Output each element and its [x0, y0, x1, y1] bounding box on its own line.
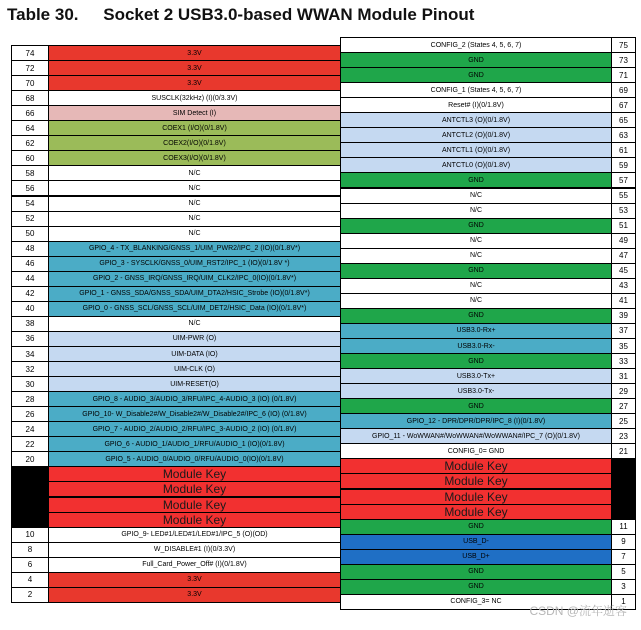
- pin-number: 53: [611, 203, 636, 219]
- pin-signal: GPIO_8 - AUDIO_3/AUDIO_3/RFU/IPC_4-AUDIO_3 (IO) (0/1.8V): [48, 391, 341, 407]
- pin-signal: N/C: [340, 293, 612, 309]
- pin-signal: COEX3(I/O)(0/1.8V): [48, 150, 341, 166]
- module-key-label: Module Key: [48, 481, 341, 497]
- pin-row: [341, 354, 636, 369]
- pin-row: [12, 332, 341, 347]
- pin-number: 71: [611, 67, 636, 83]
- pin-number: 50: [11, 226, 49, 242]
- pin-signal: GND: [340, 308, 612, 324]
- pin-signal: GND: [340, 218, 612, 234]
- pin-signal: CONFIG_2 (States 4, 5, 6, 7): [340, 37, 612, 53]
- pin-signal: COEX2(I/O)(0/1.8V): [48, 135, 341, 151]
- pin-signal: UIM-RESET(O): [48, 376, 341, 392]
- pin-number: 1: [611, 594, 636, 610]
- pin-row: [12, 302, 341, 317]
- pin-signal: N/C: [340, 248, 612, 264]
- pin-number: 4: [11, 572, 49, 588]
- pin-signal: USB3.0-Tx-: [340, 383, 612, 399]
- pin-number: 42: [11, 286, 49, 302]
- pin-row: [341, 53, 636, 68]
- pin-number: 7: [611, 549, 636, 565]
- pin-number: 35: [611, 338, 636, 354]
- pin-number: 39: [611, 308, 636, 324]
- pin-signal: N/C: [48, 316, 341, 332]
- pin-row: [12, 91, 341, 106]
- pin-row: [12, 437, 341, 452]
- pin-number: 29: [611, 383, 636, 399]
- pin-number: 60: [11, 150, 49, 166]
- pin-row: [12, 287, 341, 302]
- pin-signal: SUSCLK(32kHz) (I)(0/3.3V): [48, 90, 341, 106]
- pin-signal: CONFIG_0= GND: [340, 443, 612, 459]
- pin-number: 72: [11, 60, 49, 76]
- module-key-label: Module Key: [48, 466, 341, 482]
- module-key-label: Module Key: [340, 504, 612, 520]
- pin-row: [12, 197, 341, 212]
- pin-signal: GPIO_4 - TX_BLANKING/GNSS_1/UIM_PWR2/IPC_2 (IO)(0/1.8V*): [48, 241, 341, 257]
- pin-row: [341, 414, 636, 429]
- pin-number: 57: [611, 172, 636, 188]
- pin-signal: GPIO_9- LED#1/LED#1/LED#1/IPC_5 (O)(OD): [48, 527, 341, 543]
- pin-signal: USB_D+: [340, 549, 612, 565]
- pin-row: [341, 580, 636, 595]
- pin-signal: N/C: [340, 233, 612, 249]
- pin-signal: 3.3V: [48, 60, 341, 76]
- pin-number: 26: [11, 406, 49, 422]
- pin-number: 34: [11, 346, 49, 362]
- pin-number: 32: [11, 361, 49, 377]
- pin-signal: N/C: [48, 196, 341, 212]
- pin-signal: ANTCTL3 (O)(0/1.8V): [340, 112, 612, 128]
- pin-number: 44: [11, 271, 49, 287]
- pin-row: [12, 317, 341, 332]
- pin-signal: 3.3V: [48, 587, 341, 603]
- pin-row: [12, 543, 341, 558]
- pin-number: 23: [611, 428, 636, 444]
- pin-row: [12, 347, 341, 362]
- pin-number: 37: [611, 323, 636, 339]
- pin-row: [341, 399, 636, 414]
- pin-number: 75: [611, 37, 636, 53]
- pin-signal: USB3.0-Rx-: [340, 338, 612, 354]
- pin-signal: N/C: [340, 188, 612, 204]
- pin-number: 55: [611, 188, 636, 204]
- pin-number: 38: [11, 316, 49, 332]
- module-key-row: [341, 459, 636, 474]
- pin-row: [341, 444, 636, 459]
- pin-row: [341, 234, 636, 249]
- pin-signal: ANTCTL1 (O)(0/1.8V): [340, 142, 612, 158]
- pin-signal: UIM-PWR (O): [48, 331, 341, 347]
- pin-signal: GPIO_10- W_Disable2#/W_Disable2#/W_Disable2#/IPC_6 (IO) (0/1.8V): [48, 406, 341, 422]
- pin-row: [341, 384, 636, 399]
- pin-row: [341, 264, 636, 279]
- pin-row: [12, 588, 341, 603]
- pin-row: [12, 106, 341, 121]
- pin-row: [341, 98, 636, 113]
- pin-signal: USB3.0-Tx+: [340, 368, 612, 384]
- pin-signal: GPIO_7 - AUDIO_2/AUDIO_2/RFU/IPC_3-AUDIO_2 (IO) (0/1.8V): [48, 421, 341, 437]
- pin-row: [341, 219, 636, 234]
- pin-number: 49: [611, 233, 636, 249]
- module-key-row: [12, 513, 341, 528]
- pin-signal: N/C: [340, 203, 612, 219]
- pin-row: [341, 83, 636, 98]
- pin-row: [341, 158, 636, 173]
- module-key-label: Module Key: [340, 458, 612, 474]
- pin-row: [12, 272, 341, 287]
- pin-row: [12, 377, 341, 392]
- pin-number: 24: [11, 421, 49, 437]
- pin-number: 63: [611, 127, 636, 143]
- pin-signal: GND: [340, 172, 612, 188]
- pin-row: [341, 189, 636, 204]
- pin-number: 66: [11, 105, 49, 121]
- pin-signal: COEX1 (I/O)(0/1.8V): [48, 120, 341, 136]
- module-key-row: [341, 490, 636, 505]
- pin-number: [611, 458, 636, 474]
- pin-signal: CONFIG_1 (States 4, 5, 6, 7): [340, 82, 612, 98]
- pin-number: 59: [611, 157, 636, 173]
- pin-row: [12, 452, 341, 467]
- pinout-table: [12, 40, 636, 606]
- pin-number: [611, 473, 636, 489]
- pin-number: 58: [11, 165, 49, 181]
- module-key-row: [12, 482, 341, 497]
- pin-row: [12, 558, 341, 573]
- pin-number: 73: [611, 52, 636, 68]
- table-number: Table 30.: [7, 5, 79, 24]
- pin-row: [341, 339, 636, 354]
- pin-signal: N/C: [48, 180, 341, 196]
- pin-signal: GND: [340, 67, 612, 83]
- pin-row: [12, 528, 341, 543]
- pin-signal: GPIO_0 - GNSS_SCL/GNSS_SCL/UIM_DET2/HSIC_Data (IO)(0/1.8V*): [48, 301, 341, 317]
- pin-row: [12, 422, 341, 437]
- pin-number: [11, 512, 49, 528]
- module-key-row: [12, 498, 341, 513]
- pin-row: [341, 38, 636, 53]
- pin-number: 54: [11, 196, 49, 212]
- pin-number: 64: [11, 120, 49, 136]
- pin-row: [341, 143, 636, 158]
- pin-number: 31: [611, 368, 636, 384]
- pin-number: 10: [11, 527, 49, 543]
- pin-number: 62: [11, 135, 49, 151]
- pin-signal: USB3.0-Rx+: [340, 323, 612, 339]
- pin-number: [11, 466, 49, 482]
- pin-row: [12, 76, 341, 91]
- module-key-label: Module Key: [340, 473, 612, 489]
- pin-row: [12, 257, 341, 272]
- table-caption: [7, 5, 474, 25]
- pin-number: 56: [11, 180, 49, 196]
- pin-signal: GND: [340, 579, 612, 595]
- pin-number: 36: [11, 331, 49, 347]
- pin-signal: GPIO_11 - WoWWAN#/WoWWAN#/WoWWAN#/IPC_7 (O)(0/1.8V): [340, 428, 612, 444]
- pin-signal: GND: [340, 263, 612, 279]
- pin-signal: UIM-DATA (IO): [48, 346, 341, 362]
- pin-number: 5: [611, 564, 636, 580]
- table-title: Socket 2 USB3.0-based WWAN Module Pinout: [103, 5, 475, 24]
- pin-row: [341, 173, 636, 188]
- pin-row: [12, 227, 341, 242]
- pin-signal: UIM-CLK (O): [48, 361, 341, 377]
- pin-row: [12, 121, 341, 136]
- module-key-row: [341, 505, 636, 520]
- pin-row: [12, 392, 341, 407]
- pin-number: 43: [611, 278, 636, 294]
- pin-number: 70: [11, 75, 49, 91]
- pin-row: [12, 242, 341, 257]
- pin-signal: 3.3V: [48, 45, 341, 61]
- pin-signal: N/C: [48, 165, 341, 181]
- pin-row: [341, 128, 636, 143]
- pin-row: [341, 68, 636, 83]
- module-key-label: Module Key: [340, 489, 612, 505]
- pin-row: [12, 362, 341, 377]
- pin-signal: GPIO_6 - AUDIO_1/AUDIO_1/RFU/AUDIO_1 (IO)(0/1.8V): [48, 436, 341, 452]
- pin-row: [12, 212, 341, 227]
- pin-signal: GND: [340, 353, 612, 369]
- pin-number: 61: [611, 142, 636, 158]
- pin-number: [611, 504, 636, 520]
- pin-signal: ANTCTL2 (O)(0/1.8V): [340, 127, 612, 143]
- pin-row: [341, 565, 636, 580]
- pin-row: [12, 573, 341, 588]
- pin-signal: GND: [340, 519, 612, 535]
- module-key-row: [341, 474, 636, 489]
- pin-number: 47: [611, 248, 636, 264]
- pin-number: 69: [611, 82, 636, 98]
- pin-row: [341, 429, 636, 444]
- pin-row: [341, 204, 636, 219]
- pin-signal: N/C: [48, 226, 341, 242]
- pin-signal: GND: [340, 398, 612, 414]
- pin-number: 65: [611, 112, 636, 128]
- pin-row: [341, 249, 636, 264]
- pin-number: 74: [11, 45, 49, 61]
- pin-number: 8: [11, 542, 49, 558]
- pin-signal: GPIO_12 - DPR/DPR/DPR/IPC_8 (I)(0/1.8V): [340, 413, 612, 429]
- module-key-row: [12, 467, 341, 482]
- pin-row: [341, 369, 636, 384]
- pin-row: [341, 535, 636, 550]
- pin-signal: W_DISABLE#1 (I)(0/3.3V): [48, 542, 341, 558]
- pin-number: [611, 489, 636, 505]
- pin-number: 9: [611, 534, 636, 550]
- pin-signal: USB_D-: [340, 534, 612, 550]
- pin-signal: GPIO_2 - GNSS_IRQ/GNSS_IRQ/UIM_CLK2/IPC_0(IO)(0/1.8V*): [48, 271, 341, 287]
- pin-row: [12, 136, 341, 151]
- pin-row: [12, 46, 341, 61]
- pin-number: 33: [611, 353, 636, 369]
- pin-row: [341, 324, 636, 339]
- pin-signal: GPIO_1 - GNSS_SDA/GNSS_SDA/UIM_DTA2/HSIC_Strobe (IO)(0/1.8V*): [48, 286, 341, 302]
- pin-signal: GPIO_5 - AUDIO_0/AUDIO_0/RFU/AUDIO_0(IO)(0/1.8V): [48, 451, 341, 467]
- pin-number: 45: [611, 263, 636, 279]
- pin-number: 27: [611, 398, 636, 414]
- pin-number: 48: [11, 241, 49, 257]
- pin-signal: 3.3V: [48, 75, 341, 91]
- module-key-label: Module Key: [48, 512, 341, 528]
- pin-signal: 3.3V: [48, 572, 341, 588]
- pin-number: 11: [611, 519, 636, 535]
- pin-signal: GND: [340, 52, 612, 68]
- pin-row: [12, 166, 341, 181]
- pin-signal: SIM Detect (I): [48, 105, 341, 121]
- pin-number: 52: [11, 211, 49, 227]
- pin-signal: Reset# (I)(0/1.8V): [340, 97, 612, 113]
- pin-number: 25: [611, 413, 636, 429]
- pin-signal: CONFIG_3= NC: [340, 594, 612, 610]
- pin-number: 51: [611, 218, 636, 234]
- pin-number: 28: [11, 391, 49, 407]
- pin-number: 21: [611, 443, 636, 459]
- watermark: CSDN @流年逝客: [529, 604, 627, 618]
- pin-row: [12, 407, 341, 422]
- pin-number: 3: [611, 579, 636, 595]
- pin-row: [12, 151, 341, 166]
- pin-row: [341, 309, 636, 324]
- pin-number: 46: [11, 256, 49, 272]
- pin-number: 41: [611, 293, 636, 309]
- pin-number: 20: [11, 451, 49, 467]
- pin-signal: ANTCTL0 (O)(0/1.8V): [340, 157, 612, 173]
- pin-signal: N/C: [340, 278, 612, 294]
- pin-row: [341, 520, 636, 535]
- pin-number: [11, 497, 49, 513]
- pin-row: [12, 181, 341, 196]
- pin-number: 2: [11, 587, 49, 603]
- pin-number: 6: [11, 557, 49, 573]
- pin-row: [12, 61, 341, 76]
- pin-number: 40: [11, 301, 49, 317]
- pin-number: 22: [11, 436, 49, 452]
- pin-number: 68: [11, 90, 49, 106]
- pin-row: [341, 550, 636, 565]
- pin-signal: Full_Card_Power_Off# (I)(0/1.8V): [48, 557, 341, 573]
- pin-number: 67: [611, 97, 636, 113]
- pin-number: [11, 481, 49, 497]
- pin-number: 30: [11, 376, 49, 392]
- pin-signal: N/C: [48, 211, 341, 227]
- module-key-label: Module Key: [48, 497, 341, 513]
- pin-row: [341, 279, 636, 294]
- pin-signal: GPIO_3 - SYSCLK/GNSS_0/UIM_RST2/IPC_1 (IO)(0/1.8V *): [48, 256, 341, 272]
- pin-signal: GND: [340, 564, 612, 580]
- pin-row: [341, 113, 636, 128]
- pin-row: [341, 294, 636, 309]
